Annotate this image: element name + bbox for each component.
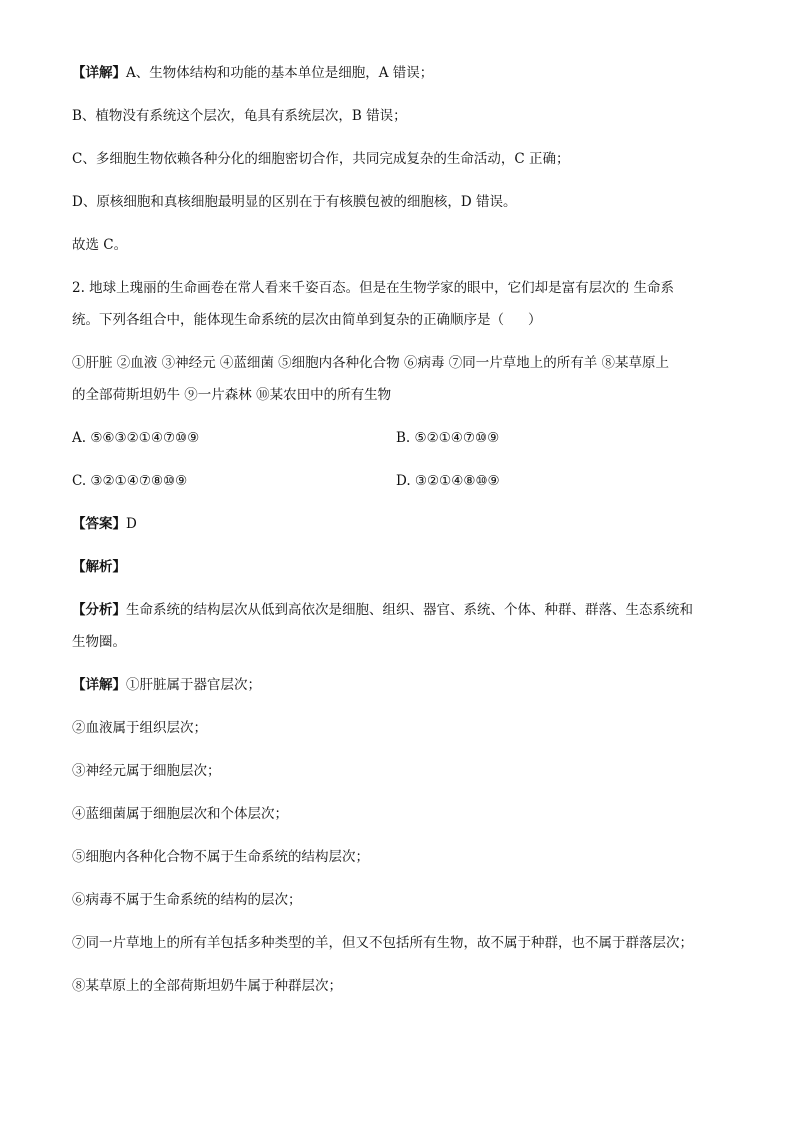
option-b: B. ⑤②①④⑦⑩⑨ bbox=[396, 430, 500, 446]
detail-line-1-text: ①肝脏属于器官层次； bbox=[126, 677, 261, 693]
question-items-line2: 的全部荷斯坦奶牛 ⑨一片森林 ⑩某农田中的所有生物 bbox=[72, 387, 392, 403]
answer-value: D bbox=[126, 516, 137, 532]
fenxi-line1-text: 生命系统的结构层次从低到高依次是细胞、组织、器官、系统、个体、种群、群落、生态系统和 bbox=[126, 602, 693, 618]
detail-line-6: ⑥病毒不属于生命系统的结构的层次； bbox=[72, 892, 302, 908]
detail-line-4: ④蓝细菌属于细胞层次和个体层次； bbox=[72, 806, 288, 822]
fenxi-line2: 生物圈。 bbox=[72, 634, 126, 650]
option-a: A. ⑤⑥③②①④⑦⑩⑨ bbox=[72, 430, 200, 446]
answer-tag: 【答案】 bbox=[72, 516, 126, 532]
prev-choose: 故选 C。 bbox=[72, 237, 128, 253]
document-page bbox=[72, 62, 732, 997]
analysis-tag: 【解析】 bbox=[72, 559, 126, 575]
prev-detail-b: B、植物没有系统这个层次，龟具有系统层次，B 错误； bbox=[72, 108, 407, 124]
fenxi-line1 bbox=[72, 599, 732, 621]
question-stem-line1: 2. 地球上瑰丽的生命画卷在常人看来千姿百态。但是在生物学家的眼中，它们却是富有层次的 生命系 bbox=[72, 280, 674, 296]
detail-tag: 【详解】 bbox=[72, 65, 126, 81]
detail-tag-2: 【详解】 bbox=[72, 677, 126, 693]
question-stem-line2-before: 统。下列各组合中，能体现生命系统的层次由简单到复杂的正确顺序是（ bbox=[72, 312, 504, 328]
detail-line-1 bbox=[72, 674, 732, 696]
detail-line-5: ⑤细胞内各种化合物不属于生命系统的结构层次； bbox=[72, 849, 369, 865]
question-stem-line2 bbox=[72, 309, 732, 331]
question-items-line1: ①肝脏 ②血液 ③神经元 ④蓝细菌 ⑤细胞内各种化合物 ⑥病毒 ⑦同一片草地上的所有羊 ⑧某草原上 bbox=[72, 355, 670, 371]
options-row-1 bbox=[72, 427, 732, 449]
prev-detail-a-text: A、生物体结构和功能的基本单位是细胞，A 错误； bbox=[126, 65, 434, 81]
prev-detail-d: D、原核细胞和真核细胞最明显的区别在于有核膜包被的细胞核，D 错误。 bbox=[72, 194, 517, 210]
answer-line bbox=[72, 513, 732, 535]
options-row-2 bbox=[72, 470, 732, 492]
detail-line-7: ⑦同一片草地上的所有羊包括多种类型的羊，但又不包括所有生物，故不属于种群，也不属于群落层次； bbox=[72, 935, 693, 951]
fenxi-tag: 【分析】 bbox=[72, 602, 126, 618]
prev-detail-c: C、多细胞生物依赖各种分化的细胞密切合作，共同完成复杂的生命活动，C 正确； bbox=[72, 151, 570, 167]
detail-line-8: ⑧某草原上的全部荷斯坦奶牛属于种群层次； bbox=[72, 978, 342, 994]
prev-detail-a bbox=[72, 62, 732, 84]
question-stem-line2-after: ） bbox=[528, 312, 542, 328]
option-c: C. ③②①④⑦⑧⑩⑨ bbox=[72, 473, 188, 489]
option-d: D. ③②①④⑧⑩⑨ bbox=[396, 473, 500, 489]
analysis-heading bbox=[72, 556, 732, 578]
detail-line-2: ②血液属于组织层次； bbox=[72, 720, 207, 736]
detail-line-3: ③神经元属于细胞层次； bbox=[72, 763, 221, 779]
